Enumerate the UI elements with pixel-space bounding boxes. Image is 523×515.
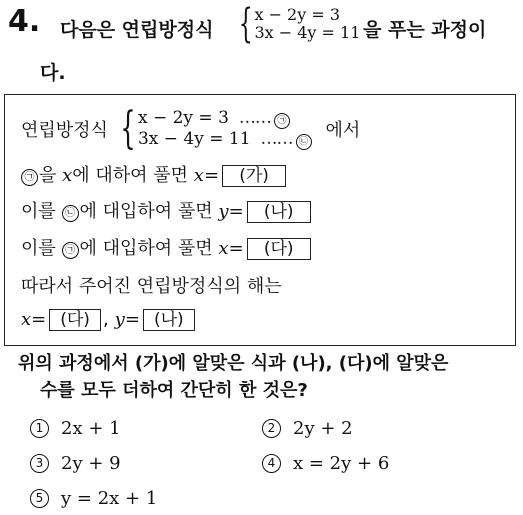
var-y: y [218,201,229,222]
prompt-line-1: 위의 과정에서 (가)에 알맞은 식과 (나), (다)에 알맞은 [18,353,449,374]
dots: …… [238,108,271,128]
choice-3[interactable] [30,453,121,474]
tag-nieun: ㉡ [296,134,312,150]
choice-number: 5 [30,489,49,508]
choice-number: 1 [30,419,49,438]
choice-expr: 2x + 1 [61,418,121,439]
box-row-4 [21,272,282,298]
equals: = [203,165,220,186]
box-eq2-line [138,129,312,150]
row0-suffix: 에서 [325,120,361,141]
box-row-3 [21,234,311,260]
row1-text2: 에 대하여 풀면 [72,165,189,186]
box-row-system [21,103,361,154]
choice-expr: 2y + 9 [61,453,121,474]
circled-giyeok: ㉠ [62,242,79,259]
choice-expr: x = 2y + 6 [293,453,390,474]
box-system [114,103,312,154]
question-intro: 다음은 연립방정식 [60,19,214,41]
equals: = [228,201,244,222]
equation-2: 3x − 4y = 11 [254,23,361,42]
choice-number: 4 [262,454,281,473]
choice-1[interactable] [30,418,121,439]
row3-text2: 에 대입하여 풀면 [79,238,213,259]
row3-text: 이를 [21,238,56,259]
var-y: y [114,309,125,330]
brace-icon: { [238,1,253,47]
var-x: x [218,238,229,259]
choice-5[interactable] [30,488,157,509]
blank-na: (나) [143,309,195,331]
circled-nieun: ㉡ [62,205,79,222]
prompt-line-2: 수를 모두 더하여 간단히 한 것은? [40,380,308,401]
box-eq1-line [138,108,312,129]
tag-giyeok: ㉠ [274,113,290,129]
row0-prefix: 연립방정식 [21,120,108,141]
solution-process-box [4,94,516,346]
blank-ga: (가) [222,165,286,187]
var-x: x [193,165,204,186]
box-eq1: x − 2y = 3 [137,108,229,128]
circled-giyeok: ㉠ [21,169,38,186]
choice-expr: 2y + 2 [293,418,353,439]
blank-na: (나) [247,201,311,223]
choice-4[interactable] [262,453,389,474]
equals: = [31,309,47,330]
comma: , [102,309,109,330]
equals: = [124,309,140,330]
question-number: 4. [8,4,41,39]
box-row-5 [21,309,195,331]
choice-number: 3 [30,454,49,473]
choice-2[interactable] [262,418,353,439]
box-row-1 [21,161,286,187]
equals: = [228,238,244,259]
question-intro-end: 을 푸는 과정이 [363,19,487,41]
brace-icon: { [120,103,136,154]
choice-expr: y = 2x + 1 [61,488,158,509]
var-x: x [62,165,73,186]
choice-number: 2 [262,419,281,438]
question-system [233,1,361,47]
equation-1: x − 2y = 3 [254,5,341,24]
box-eq2: 3x − 4y = 11 [137,129,251,149]
row2-text: 이를 [21,201,56,222]
box-row-2 [21,197,311,223]
row1-text: 을 [39,165,57,186]
question-intro-line2: 다. [40,62,66,84]
row2-text2: 에 대입하여 풀면 [79,201,213,222]
blank-da: (다) [247,238,311,260]
var-x: x [21,309,32,330]
blank-da: (다) [49,309,101,331]
dots: …… [260,129,293,149]
row4-text: 따라서 주어진 연립방정식의 해는 [21,276,282,297]
